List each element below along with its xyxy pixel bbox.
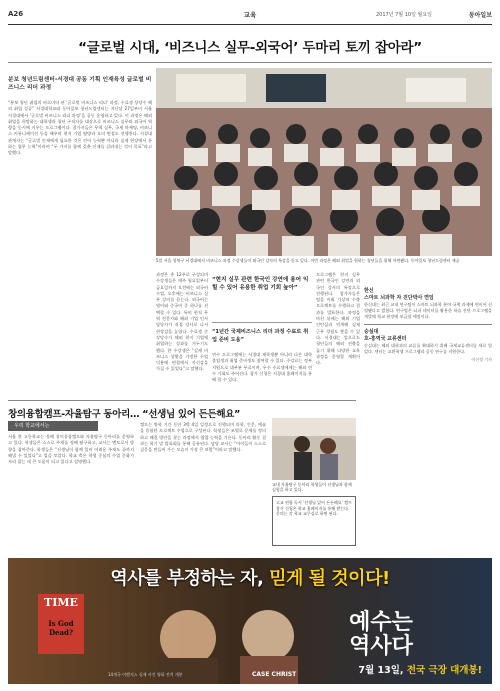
pull-quote-sub: “1년간 국제비즈니스 리더 과정 수료로 취업 준비 도움” [212, 329, 309, 343]
page-number: A26 [8, 10, 24, 18]
section2-info-box: 고교 연합 독서 ‘선생님 있어 든든해요’ 캠프 참가 신청은 학교 홈페이지를 통해 받는다. 문의는 각 학교 교무실로 하면 된다. [272, 496, 356, 546]
main-photo [156, 68, 492, 256]
movie-title [326, 610, 436, 658]
byline: 이선정 기자 [471, 357, 492, 362]
release-date-prefix: 7월 13일, [358, 665, 404, 676]
ad-headline [8, 564, 492, 590]
article-column-b: 프로그램은 현지 실무 관련 한국인 강연과 외국인 강사의 특강으로 진행된다. 참가자들은 팀을 이뤄 가상의 수출 프로젝트를 수행하고 결과를 발표한다. 과정을 마친 뒤에는 해외 기업 인턴십과 연계해 실제 근무 경험도 쌓을 수 있다. 서경대는 앞으로도 청년들의 해외 진출을 돕기 위해 다양한 교육 과정을 운영할 계획이다. [316, 272, 360, 366]
headline-rule [8, 62, 492, 63]
issue-date: 2017년 7월 10일 월요일 [375, 12, 432, 18]
ad-headline-yellow: 믿게 될 것이다! [269, 568, 390, 589]
right-news-b-text: 숭실대는 해외 대학과의 교류를 확대하기 위해 국제교류센터를 새로 열었다. 센터는 교환학생 프로그램과 공동 연구를 지원한다. [364, 343, 492, 354]
ad-bottom-text: 14개국 어벤저스 실제 사건 영화 전격 개봉 [108, 672, 183, 677]
time-magazine-cover [38, 594, 84, 654]
main-photo-caption: 5일 서울 성북구 서경대에서 비즈니스 과정 수강생들이 외국인 강사의 특강을 듣고 있다. 이번 과정은 해외 취업을 원하는 청년들을 위해 마련됐다. 동아일보 청년드림센터 제공 [156, 258, 460, 263]
movie-title-line1: 예수는 [349, 609, 413, 635]
ad-headline-white: 역사를 부정하는 자, [110, 568, 264, 589]
article-column-a: 과정은 총 12주로 구성되며 수강생들은 매주 월요일부터 금요일까지 오전에는 외국어 수업, 오후에는 비즈니스 실무 강의를 듣는다. 외국어는 영어와 중국어 중 하나를 선택할 수 있다. 특히 현직 무역 전문가와 해외 기업 인사담당자가 직접 강사로 나서 현장감을 높였다. 수료생 중 상당수가 해외 현지 기업에 취업하는 성과를 거두기도 했다. 한 수강생은 “실제 비즈니스 상황을 가정한 수업 덕분에 면접에서 자신감을 가질 수 있었다”고 말했다. [156, 272, 208, 372]
movie-logo: CASE CHRIST [252, 671, 297, 678]
section2-headline: 창의융합캠프-자율탐구 동아리… “선생님 있어 든든해요” [8, 409, 241, 420]
paper-name: 동아일보 [468, 12, 492, 19]
lead-subtitle: 분보 청년드림센터-서경대 공동 기획 인재육성 글로벌 비즈니스 리더 과정 [8, 77, 152, 91]
section2-photo [272, 418, 356, 480]
right-news-a-title: 스마트 뇌과학 자 진단박사 연임 [364, 295, 434, 301]
student-photo-illustration [272, 418, 356, 480]
section2-writer-tag: 우리 학교에서는 [8, 421, 98, 431]
lead-text: “분보 청년 취업의 바로미터 된 ‘글로벌 비즈니스 리더’ 과정, 수료생 상당수 해외 취업 성공” 서경대학교와 동아일보 청년드림센터는 지난달 27일부터 서울 서경대에서 ‘글로벌 비즈니스 리더 과정’을 공동 운영하고 있다. 이 과정은 해외 취업을 희망하는 대학생과 청년 구직자를 대상으로 비즈니스 실무와 외국어 역량을 동시에 키우는 프로그램이다. 참가자들은 무역 실무, 국제 마케팅, 비즈니스 커뮤니케이션 등을 배우며 현지 기업 탐방과 모의 면접도 진행한다. 서경대 관계자는 “글로벌 인재에게 필요한 것은 언어 능력뿐 아니라 실제 현장에서 통하는 업무 능력”이라며 “두 가지를 함께 갖춘 인재를 길러내는 것이 목표”라고 말했다. [8, 100, 152, 156]
right-column-divider [364, 324, 492, 325]
movie-title-line2: 역사다 [349, 633, 413, 659]
right-news-a-text: 한신대는 최근 교내 연구팀이 스마트 뇌과학 분야 국책 과제에 연이어 선정됐다고 밝혔다. 연구팀은 뇌파 데이터를 활용한 학습 진단 프로그램을 개발해 학교 현장에 보급할 예정이다. [364, 302, 492, 319]
section2-photo-caption: 교내 자율탐구 동아리 학생들이 선생님과 함께 실험을 하고 있다. [272, 482, 352, 493]
right-news-b-title: 호-흥역국 교류센터 [364, 336, 407, 342]
magazine-cover-text: Is God Dead? [48, 619, 74, 637]
right-news-a-tag: 한신 [364, 288, 374, 294]
classroom-illustration [156, 68, 492, 256]
page-header [8, 10, 492, 22]
magazine-name: TIME [44, 596, 78, 609]
article-column-c: 연수 프로그램에는 서경대 재학생뿐 아니라 다른 대학 졸업생과 취업 준비생도 참여할 수 있다. 수강료는 정부 지원으로 대부분 무료이며, 우수 수료생에게는 해외 연수 기회도 주어진다. 참가 신청은 서경대 홈페이지를 통해 할 수 있다. [212, 352, 312, 383]
section-name: 교육 [243, 11, 257, 19]
section-rule [8, 400, 356, 401]
section2-column-a: 서울 한 고등학교는 올해 창의융합캠프와 자율탐구 동아리를 운영하고 있다. 학생들은 스스로 주제를 정해 탐구하고, 교사는 멘토로서 방향을 잡아준다. 학생들은 “선생님이 함께 있어 어려운 주제도 끝까지 해낼 수 있었다”고 입을 모았다. 학교 측은 학생 중심의 수업 문화가 자리 잡는 데 큰 도움이 되고 있다고 설명했다. [8, 434, 134, 465]
section2-column-b: 캠프는 방학 기간 동안 3박 4일 일정으로 진행되며 과학, 인문, 예술을 융합한 프로젝트 수업으로 구성된다. 학생들은 조별로 문제를 정의하고 해결 방안을 찾는 과정에서 협업 능력을 기른다. 동아리 활동 결과는 학기 말 발표회를 통해 공유된다. 담당 교사는 “아이들이 스스로 질문을 만들어 가는 모습이 가장 큰 보람”이라고 말했다. [140, 422, 266, 453]
pull-quote-divider [212, 322, 312, 323]
movie-advertisement[interactable] [8, 558, 492, 684]
right-column [364, 288, 492, 363]
header-rule [8, 24, 492, 25]
right-news-b-tag: 숭실대 [364, 329, 379, 335]
pull-quote: “현지 실무 관련 한국인 강연에 용어 익힐 수 있어 유용한 취업 기회 높아” [212, 277, 309, 291]
release-date-suffix: 전국 극장 대개봉! [406, 665, 482, 676]
release-date [358, 662, 482, 676]
main-headline: “글로벌 시대, ‘비즈니스 실무-외국어’ 두마리 토끼 잡아라” [78, 40, 422, 56]
